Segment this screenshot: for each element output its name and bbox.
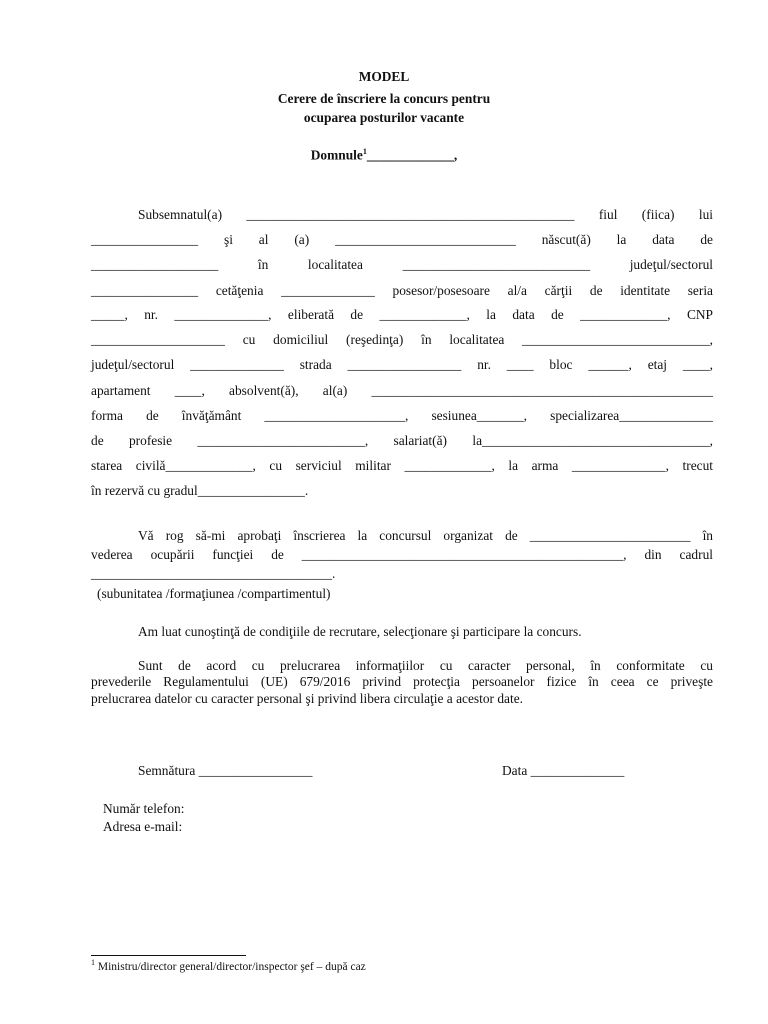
consent-line: Sunt de acord cu prelucrarea informaţiilor cu caracter personal, în conformitate cu bbox=[138, 658, 713, 673]
salutation-text: Domnule bbox=[310, 147, 363, 163]
title-line-1: Cerere de înscriere la concurs pentru bbox=[277, 91, 491, 106]
form-line: de profesie _________________________, salariat(ă) la__________________________________, bbox=[91, 433, 713, 448]
form-line: Subsemnatul(a) _________________________________________________ fiul (fiica) lui bbox=[138, 207, 713, 222]
unit-caption: (subunitatea /formaţiunea /compartimentul) bbox=[97, 586, 331, 601]
form-line: ____________________ cu domiciliul (reşedinţa) în localitatea ____________________________, bbox=[91, 332, 713, 347]
form-line: judeţul/sectorul ______________ strada _________________ nr. ____ bloc ______, etaj ____, bbox=[91, 357, 713, 372]
footnote-text: Ministru/director general/director/inspector şef – după caz bbox=[95, 960, 366, 973]
footnote bbox=[91, 958, 366, 973]
consent-line: prelucrarea datelor cu caracter personal şi privind libera circulaţie a acestor date. bbox=[91, 691, 523, 706]
form-line: _____, nr. ______________, eliberată de _____________, la data de _____________, CNP bbox=[91, 307, 713, 322]
phone-label: Număr telefon: bbox=[103, 801, 185, 816]
form-line: ________________ şi al (a) ___________________________ născut(ă) la data de bbox=[91, 232, 713, 247]
title-line-2: ocuparea posturilor vacante bbox=[303, 110, 465, 125]
email-label: Adresa e-mail: bbox=[103, 819, 183, 834]
form-line: forma de învăţământ _____________________, sesiunea_______, specializarea______________ bbox=[91, 408, 713, 423]
salutation bbox=[0, 147, 768, 163]
form-line: apartament ____, absolvent(ă), al(a) ___________________________________________________ bbox=[91, 383, 713, 398]
footnote-number: 1 bbox=[91, 958, 95, 967]
date-field: Data ______________ bbox=[502, 763, 625, 778]
form-line: ________________ cetăţenia ______________ posesor/posesoare al/a cărţii de identitate seria bbox=[91, 283, 713, 298]
request-line: ____________________________________. bbox=[91, 566, 336, 581]
form-line: ___________________ în localitatea ____________________________ judeţul/sectorul bbox=[91, 257, 713, 272]
request-line: vederea ocupării funcţiei de ________________________________________________, din cadrul bbox=[91, 547, 713, 562]
form-line: în rezervă cu gradul________________. bbox=[91, 483, 309, 498]
salutation-blank: _____________, bbox=[366, 147, 458, 163]
acknowledgement-text: Am luat cunoştinţă de condiţiile de recrutare, selecţionare şi participare la concurs. bbox=[138, 624, 582, 639]
document-label: MODEL bbox=[358, 69, 410, 84]
form-line: starea civilă_____________, cu serviciul militar _____________, la arma ______________, trecut bbox=[91, 458, 713, 473]
footnote-marker: 1 bbox=[362, 147, 367, 156]
request-line: Vă rog să-mi aprobaţi înscrierea la concursul organizat de ________________________ în bbox=[138, 528, 713, 543]
signature-field: Semnătura _________________ bbox=[138, 763, 313, 778]
footnote-separator bbox=[91, 955, 246, 956]
consent-line: prevederile Regulamentului (UE) 679/2016 privind protecţia persoanelor fizice în ceea ce priveşte bbox=[91, 674, 713, 689]
